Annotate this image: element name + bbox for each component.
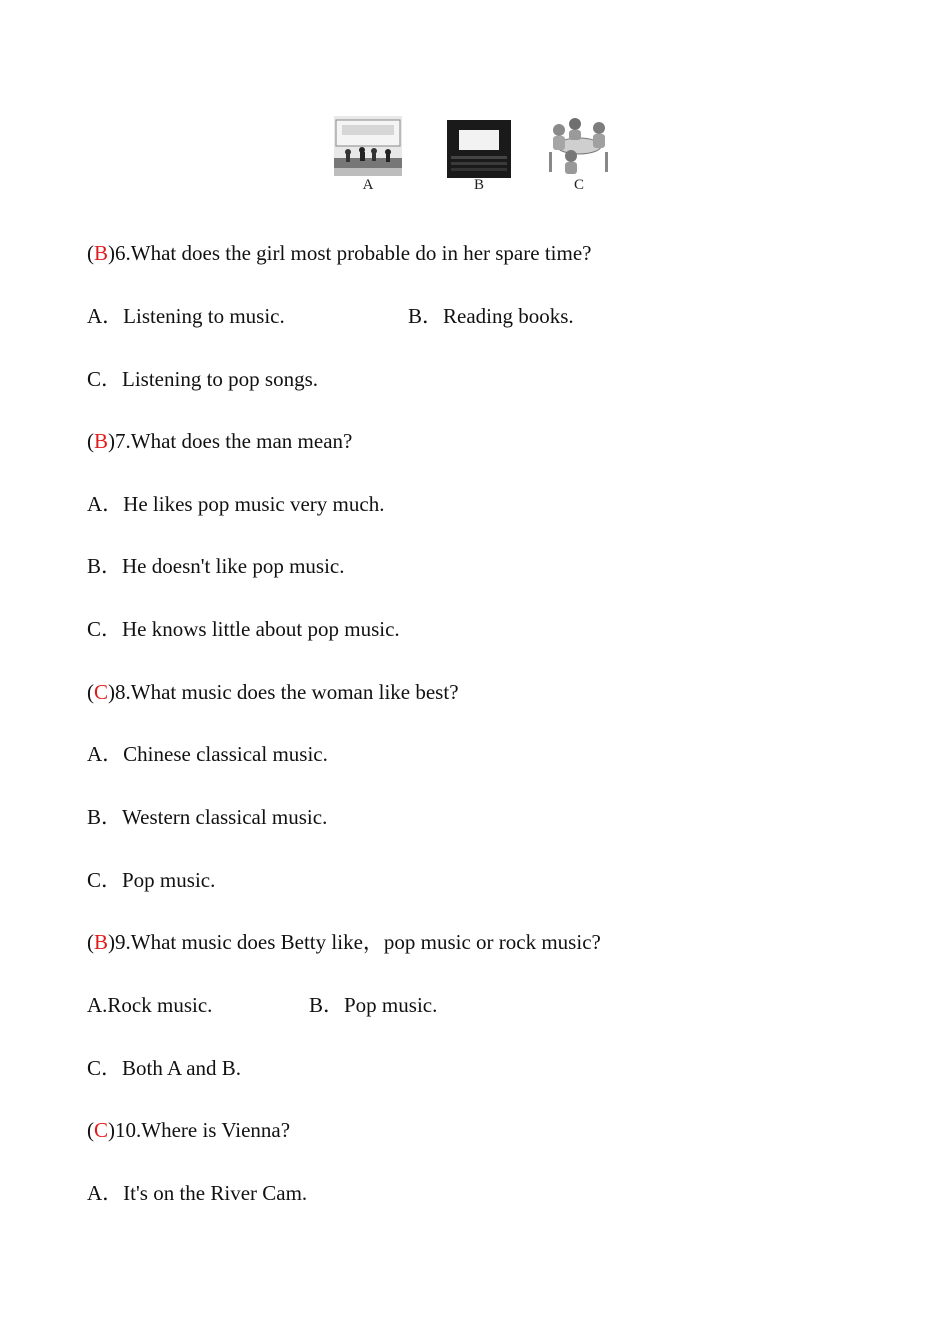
question-7-text: 7.What does the man mean? (115, 429, 353, 453)
option-9b: B．Pop music. (309, 993, 438, 1017)
option-7a: A．He likes pop music very much. (87, 492, 385, 516)
option-10a: A．It's on the River Cam. (87, 1181, 308, 1205)
question-10-text: 10.Where is Vienna? (115, 1118, 291, 1142)
answer-9: B (94, 930, 109, 954)
question-9: (B)9.What music does Betty like，pop music or rock music? (87, 930, 601, 954)
option-9a: A.Rock music. (87, 993, 213, 1017)
option-9c: C．Both A and B. (87, 1056, 242, 1080)
option-8b: B．Western classical music. (87, 805, 328, 829)
cinema-screen-image (447, 120, 511, 178)
question-8: (C)8.What music does the woman like best? (87, 680, 459, 704)
option-8c: C．Pop music. (87, 868, 216, 892)
concert-stage-image (334, 116, 402, 176)
question-10: (C)10.Where is Vienna? (87, 1118, 291, 1142)
option-8a: A．Chinese classical music. (87, 742, 328, 766)
answer-6: B (94, 241, 109, 265)
option-7b: B．He doesn't like pop music. (87, 554, 345, 578)
question-6-text: 6.What does the girl most probable do in her spare time? (115, 241, 592, 265)
answer-7: B (94, 429, 109, 453)
cinema-screen-picture (447, 116, 511, 193)
picture-options (0, 116, 950, 196)
option-7c: C．He knows little about pop music. (87, 617, 400, 641)
picture-label-b: B (473, 177, 484, 193)
question-6: (B)6.What does the girl most probable do in her spare time? (87, 241, 592, 265)
concert-stage-picture (334, 116, 402, 193)
question-8-text: 8.What music does the woman like best? (115, 680, 459, 704)
option-6a: A．Listening to music. (87, 304, 285, 328)
question-7: (B)7.What does the man mean? (87, 429, 353, 453)
picture-label-c: C (573, 177, 584, 193)
answer-10: C (94, 1118, 109, 1142)
question-9-text: 9.What music does Betty like，pop music or rock music? (115, 930, 601, 954)
answer-8: C (94, 680, 109, 704)
family-dinner-picture (545, 116, 613, 193)
option-6c: C．Listening to pop songs. (87, 367, 319, 391)
family-dinner-image (545, 116, 613, 176)
option-6b: B．Reading books. (408, 304, 574, 328)
picture-label-a: A (362, 177, 374, 193)
